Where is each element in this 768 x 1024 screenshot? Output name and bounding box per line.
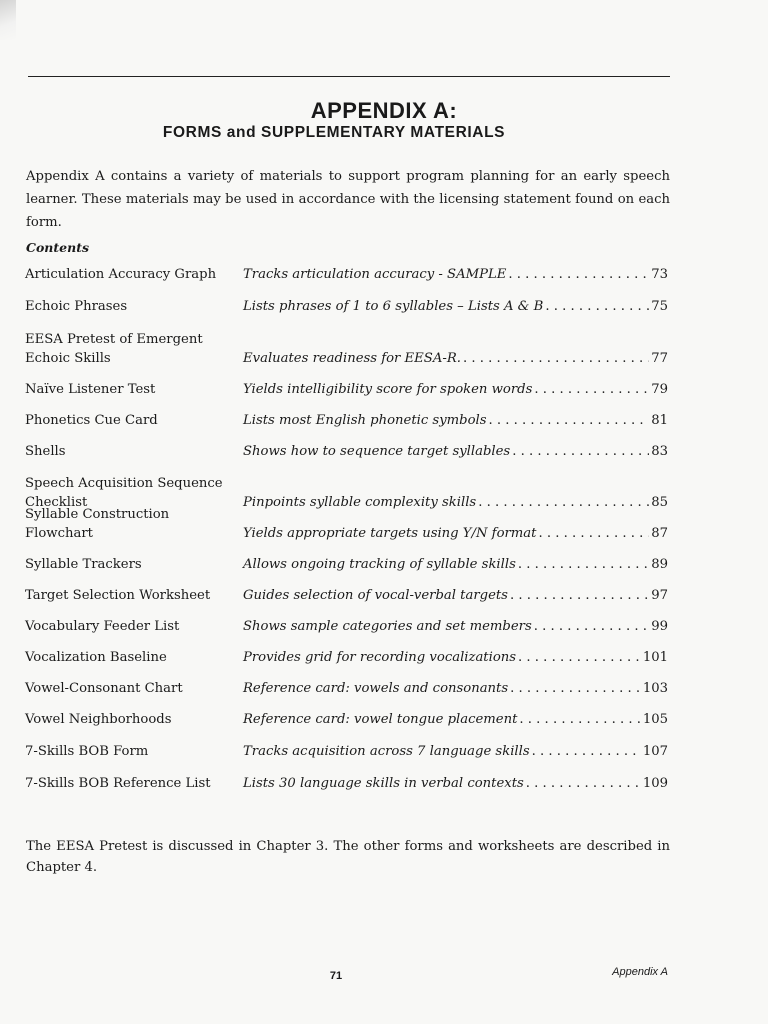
contents-row-description: Reference card: vowels and consonants bbox=[243, 681, 509, 696]
contents-row-description-line bbox=[243, 774, 668, 793]
contents-row-page: 105 bbox=[642, 712, 668, 727]
contents-row-description: Shows how to sequence target syllables bbox=[243, 444, 511, 459]
contents-row-title: Speech Acquisition Sequence Checklist bbox=[25, 476, 223, 510]
contents-row-title: Target Selection Worksheet bbox=[25, 588, 211, 603]
contents-row-description: Allows ongoing tracking of syllable skills bbox=[243, 557, 516, 572]
contents-row-page: 83 bbox=[651, 444, 668, 459]
footer-note: The EESA Pretest is discussed in Chapter 3. The other forms and worksheets are described in Chapter 4. bbox=[26, 839, 670, 875]
contents-row bbox=[0, 421, 768, 461]
contents-row-description-line bbox=[243, 442, 668, 461]
dot-leader bbox=[526, 774, 641, 793]
contents-row-description: Tracks articulation accuracy - SAMPLE bbox=[243, 267, 507, 282]
contents-row-description: Yields appropriate targets using Y/N format bbox=[243, 526, 537, 541]
contents-row-description: Pinpoints syllable complexity skills bbox=[243, 495, 477, 510]
contents-row-title: EESA Pretest of Emergent Echoic Skills bbox=[25, 332, 203, 366]
running-footer: Appendix A bbox=[612, 966, 668, 978]
contents-label: Contents bbox=[26, 240, 90, 255]
contents-row bbox=[0, 753, 768, 793]
contents-row-title: Syllable Construction Flowchart bbox=[25, 507, 170, 541]
contents-row-title: Shells bbox=[25, 444, 66, 459]
contents-row-description: Lists most English phonetic symbols bbox=[243, 413, 487, 428]
contents-row-description: Lists phrases of 1 to 6 syllables – Lists A & B bbox=[243, 299, 544, 314]
page-number: 71 bbox=[329, 970, 343, 982]
contents-row-page: 103 bbox=[642, 681, 668, 696]
contents-row-page: 79 bbox=[651, 382, 668, 397]
contents-row-title: Syllable Trackers bbox=[25, 557, 142, 572]
contents-row-description: Lists 30 language skills in verbal contexts bbox=[243, 776, 524, 791]
contents-row-page: 85 bbox=[651, 495, 668, 510]
appendix-heading: APPENDIX A: bbox=[310, 98, 458, 123]
contents-row-title: Vowel Neighborhoods bbox=[25, 712, 172, 727]
contents-row-description: Provides grid for recording vocalizations bbox=[243, 650, 517, 665]
contents-row-description: Shows sample categories and set members bbox=[243, 619, 532, 634]
contents-row-page: 109 bbox=[642, 776, 668, 791]
contents-row-description: Evaluates readiness for EESA-R. bbox=[243, 351, 461, 366]
contents-row-page: 77 bbox=[651, 351, 668, 366]
contents-row-page: 89 bbox=[651, 557, 668, 572]
intro-paragraph: Appendix A contains a variety of materials to support program planning for an early speech learner. These materials may be used in accordance with the licensing statement found on each form. bbox=[26, 169, 670, 230]
contents-row-page: 73 bbox=[651, 267, 668, 282]
contents-row bbox=[0, 276, 768, 316]
contents-row-page: 75 bbox=[651, 299, 668, 314]
contents-row-title: 7-Skills BOB Form bbox=[25, 744, 149, 759]
page-corner-shadow bbox=[0, 0, 16, 40]
contents-row-page: 97 bbox=[651, 588, 668, 603]
contents-row-page: 87 bbox=[651, 526, 668, 541]
contents-row-title: 7-Skills BOB Reference List bbox=[25, 776, 211, 791]
appendix-subheading: FORMS and SUPPLEMENTARY MATERIALS bbox=[162, 124, 506, 141]
contents-row-page: 101 bbox=[642, 650, 668, 665]
contents-row-description: Guides selection of vocal-verbal targets bbox=[243, 588, 508, 603]
contents-row-description: Tracks acquisition across 7 language skills bbox=[243, 744, 530, 759]
contents-row-page: 81 bbox=[651, 413, 668, 428]
header-rule bbox=[28, 76, 670, 77]
dot-leader bbox=[545, 297, 649, 316]
contents-row-page: 107 bbox=[642, 744, 668, 759]
contents-row-title: Vocalization Baseline bbox=[25, 650, 167, 665]
contents-row-title: Vocabulary Feeder List bbox=[25, 619, 180, 634]
contents-row-description: Yields intelligibility score for spoken words bbox=[243, 382, 533, 397]
contents-row-page: 99 bbox=[651, 619, 668, 634]
contents-row-title: Articulation Accuracy Graph bbox=[25, 267, 217, 282]
contents-row-description: Reference card: vowel tongue placement bbox=[243, 712, 518, 727]
contents-row-title: Vowel-Consonant Chart bbox=[25, 681, 183, 696]
contents-row-title: Naïve Listener Test bbox=[25, 382, 156, 397]
contents-row-description-line bbox=[243, 297, 668, 316]
contents-row-title: Echoic Phrases bbox=[25, 299, 128, 314]
dot-leader bbox=[512, 442, 649, 461]
contents-row-title: Phonetics Cue Card bbox=[25, 413, 158, 428]
